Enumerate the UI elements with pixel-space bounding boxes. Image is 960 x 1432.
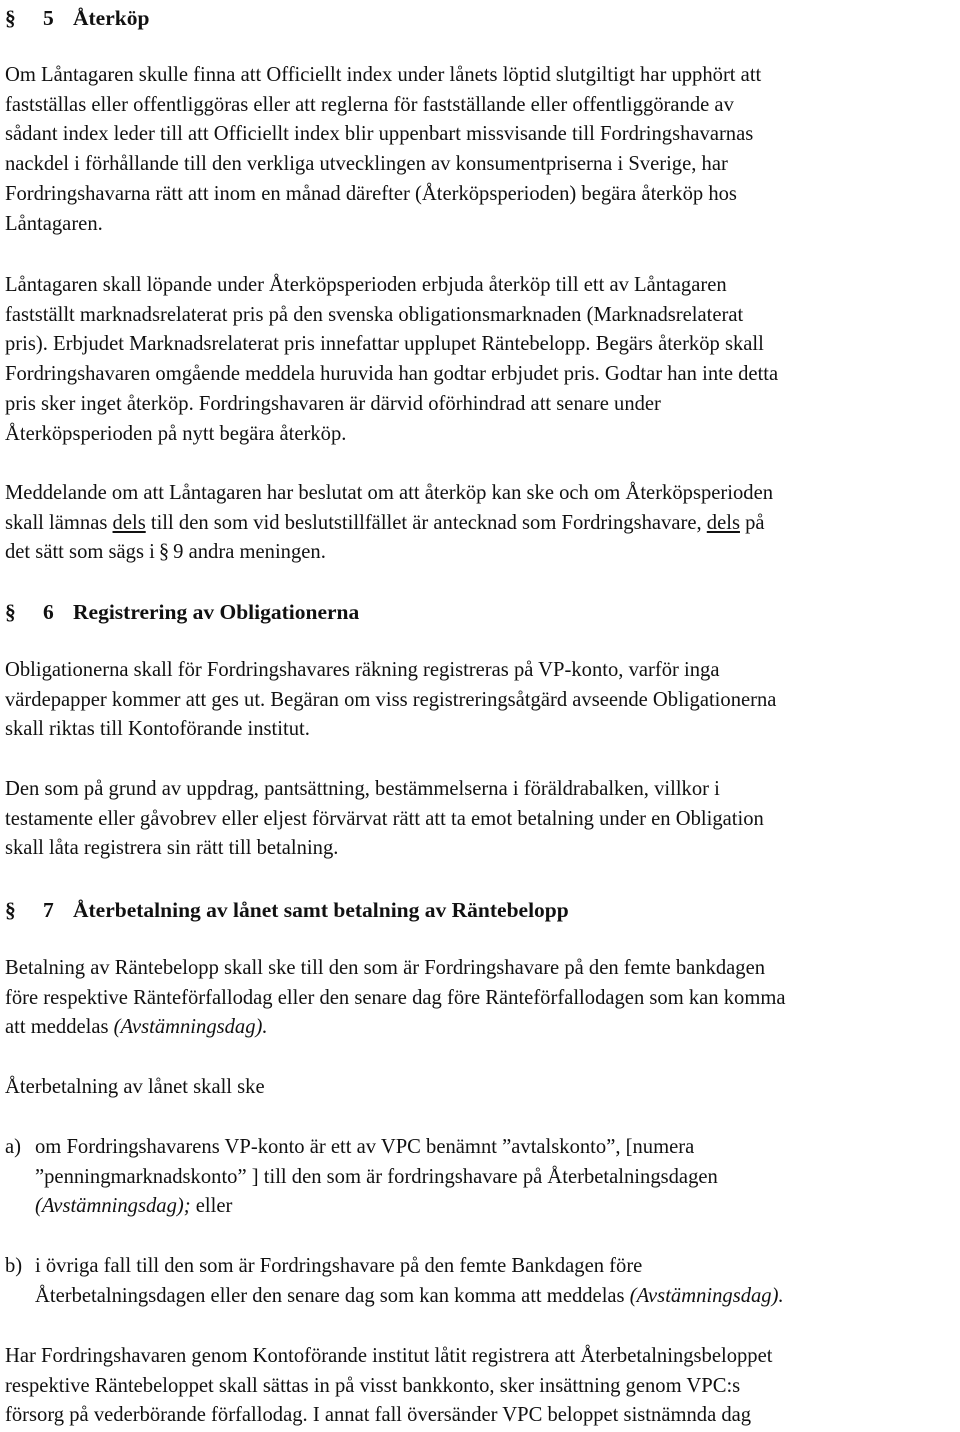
text-line: skall riktas till Kontoförande institut. bbox=[5, 718, 310, 741]
section-sign: § bbox=[5, 600, 16, 624]
text-line: försorg på vederbörande förfallodag. I annat fall översänder VPC beloppet sistnämnda dag bbox=[5, 1404, 752, 1427]
section-5-paragraph-3 bbox=[5, 479, 957, 568]
section-title: Registrering av Obligationerna bbox=[73, 600, 360, 624]
text-run: 9 andra meningen. bbox=[173, 541, 326, 564]
italic-term: (Avstämningsdag). bbox=[629, 1284, 784, 1307]
text-line: Fordringshavaren omgående meddela huruvida han godtar erbjudet pris. Godtar han inte detta bbox=[5, 363, 779, 386]
section-sign: § bbox=[5, 6, 16, 30]
text-line bbox=[5, 1013, 957, 1043]
text-run: eller bbox=[190, 1195, 233, 1218]
underlined-word: dels bbox=[112, 511, 146, 534]
text-run: att meddelas bbox=[5, 1016, 114, 1039]
text-line: Fordringshavarna rätt att inom en månad därefter (Återköpsperioden) begära återköp hos bbox=[5, 182, 737, 205]
section-number: 6 bbox=[43, 600, 54, 624]
text-line: skall låta registrera sin rätt till betalning. bbox=[5, 837, 339, 860]
section-6-paragraph-1 bbox=[5, 656, 957, 745]
text-line: sådant index leder till att Officiellt index blir uppenbart missvisande till Fordringshavarnas bbox=[5, 123, 754, 146]
text-run: Återbetalningsdagen eller den senare dag som kan komma att meddelas bbox=[35, 1284, 630, 1307]
text-line bbox=[35, 1192, 960, 1222]
text-line: respektive Räntebeloppet skall sättas in på visst bankkonto, sker insättning genom VPC:s bbox=[5, 1374, 741, 1397]
text-line: Låntagaren skall löpande under Återköpsperioden erbjuda återköp till ett av Låntagaren bbox=[5, 274, 727, 296]
text-line: i övriga fall till den som är Fordringshavare på den femte Bankdagen före bbox=[35, 1255, 643, 1277]
text-line: Återbetalning av lånet skall ske bbox=[5, 1076, 265, 1098]
list-item-text bbox=[35, 1133, 960, 1222]
text-line: Meddelande om att Låntagaren har beslutat om att återköp kan ske och om Återköpsperioden bbox=[5, 482, 774, 504]
section-5-paragraph-2 bbox=[5, 271, 957, 449]
section-6-heading bbox=[5, 597, 359, 627]
section-sign-reference: § bbox=[158, 541, 170, 564]
italic-term: (Avstämningsdag). bbox=[113, 1016, 268, 1039]
text-line: Obligationerna skall för Fordringshavares räkning registreras på VP-konto, varför inga bbox=[5, 659, 720, 681]
list-item-text bbox=[35, 1252, 960, 1311]
section-5-heading bbox=[5, 3, 149, 33]
text-line bbox=[35, 1282, 960, 1312]
text-line: Om Låntagaren skulle finna att Officiellt index under lånets löptid slutgiltigt har upphört att bbox=[5, 64, 762, 86]
section-7-heading bbox=[5, 895, 569, 925]
text-run: skall lämnas bbox=[5, 511, 113, 534]
text-line: Den som på grund av uppdrag, pantsättning, bestämmelserna i föräldrabalken, villkor i bbox=[5, 778, 720, 800]
text-line: fastställas eller offentliggöras eller att reglerna för fastställande eller offentliggörande av bbox=[5, 93, 734, 116]
text-line: värdepapper kommer att ges ut. Begäran om viss registreringsåtgärd avseende Obligationerna bbox=[5, 688, 777, 711]
section-7-paragraph-1 bbox=[5, 954, 957, 1043]
section-number: 5 bbox=[43, 6, 54, 30]
text-line bbox=[5, 509, 957, 539]
italic-term: (Avstämningsdag); bbox=[35, 1195, 191, 1218]
section-5-paragraph-1 bbox=[5, 61, 957, 239]
list-item-label: a) bbox=[5, 1136, 21, 1158]
text-line: testamente eller gåvobrev eller eljest förvärvat rätt att ta emot betalning under en Obligation bbox=[5, 807, 764, 830]
section-7-paragraph-3 bbox=[5, 1342, 957, 1431]
text-run: det sätt som sägs i bbox=[5, 541, 155, 564]
text-line: fastställt marknadsrelaterat pris på den svenska obligationsmarknaden (Marknadsrelaterat bbox=[5, 303, 744, 326]
text-line: Återköpsperioden på nytt begära återköp. bbox=[5, 422, 347, 445]
text-line: pris). Erbjudet Marknadsrelaterat pris innefattar upplupet Räntebelopp. Begärs återköp skall bbox=[5, 333, 764, 356]
section-7-paragraph-2 bbox=[5, 1073, 957, 1103]
text-line: Låntagaren. bbox=[5, 212, 103, 235]
section-title: Återköp bbox=[73, 6, 150, 30]
section-sign: § bbox=[5, 898, 16, 922]
text-line: före respektive Ränteförfallodag eller den senare dag före Ränteförfallodagen som kan komma bbox=[5, 986, 786, 1009]
text-line bbox=[5, 538, 957, 568]
underlined-word: dels bbox=[706, 511, 740, 534]
text-run: på bbox=[739, 511, 765, 534]
list-item-label: b) bbox=[5, 1255, 23, 1277]
text-run: till den som vid beslutstillfället är antecknad som Fordringshavare, bbox=[145, 511, 707, 534]
list-item-a bbox=[5, 1133, 957, 1223]
text-line: om Fordringshavarens VP-konto är ett av VPC benämnt ”avtalskonto”, [numera bbox=[35, 1136, 695, 1158]
text-line: nackdel i förhållande till den verkliga utvecklingen av konsumentpriserna i Sverige, har bbox=[5, 153, 728, 176]
section-6-paragraph-2 bbox=[5, 775, 957, 864]
section-title: Återbetalning av lånet samt betalning av Räntebelopp bbox=[73, 898, 569, 922]
text-line: pris sker inget återköp. Fordringshavaren är därvid oförhindrad att senare under bbox=[5, 392, 661, 415]
text-line: Har Fordringshavaren genom Kontoförande institut låtit registrera att Återbetalningsbeloppet bbox=[5, 1345, 773, 1367]
text-line: Betalning av Räntebelopp skall ske till den som är Fordringshavare på den femte bankdagen bbox=[5, 957, 766, 979]
section-number: 7 bbox=[43, 898, 54, 922]
list-item-b bbox=[5, 1252, 957, 1312]
text-line: ”penningmarknadskonto” ] till den som är fordringshavare på Återbetalningsdagen bbox=[35, 1165, 718, 1188]
